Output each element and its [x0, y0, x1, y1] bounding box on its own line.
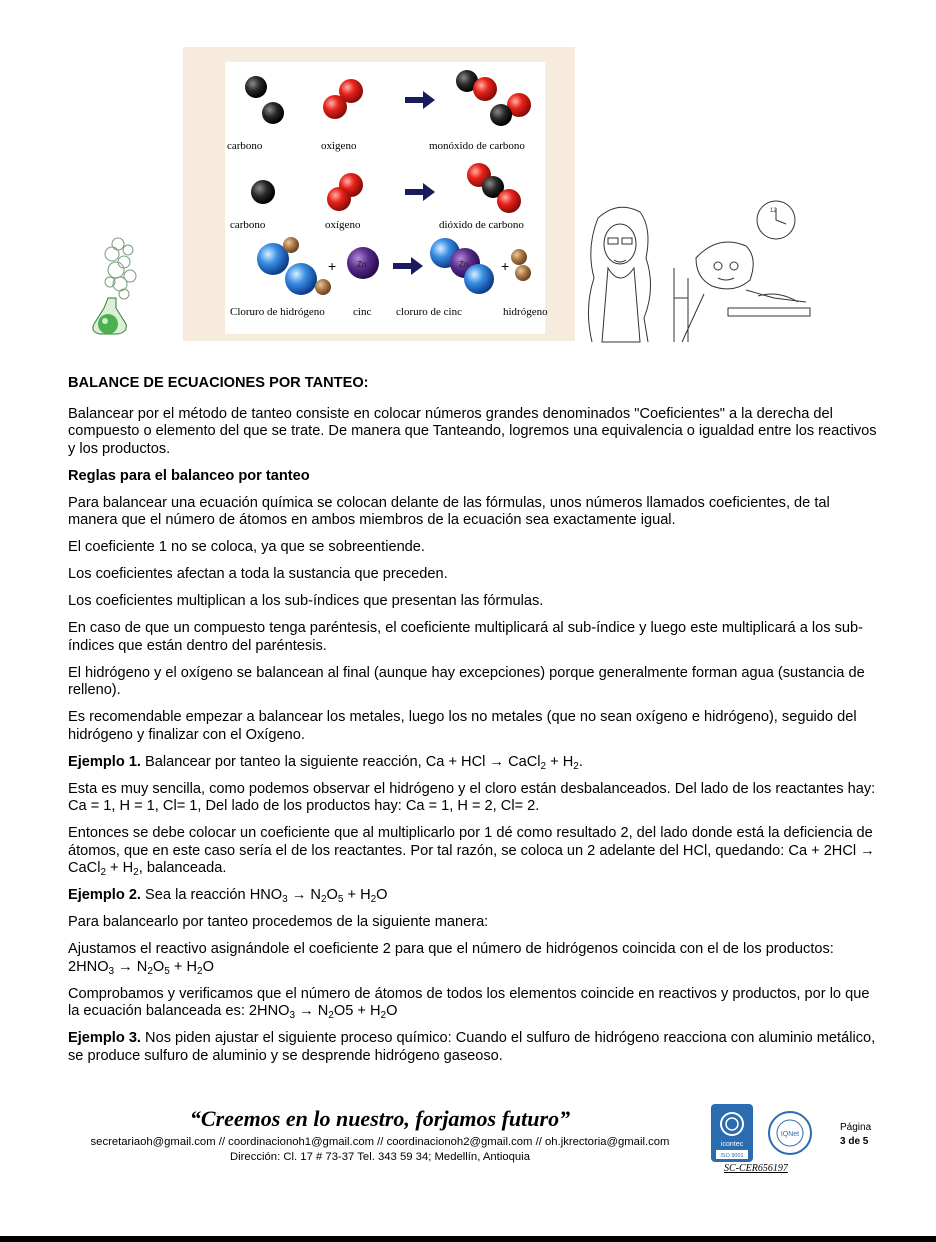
zinc-symbol: Zn: [357, 260, 367, 269]
example-text: + H: [106, 860, 134, 876]
bottom-border: [0, 1236, 936, 1242]
label-oxygen: oxigeno: [321, 140, 357, 152]
document-body: [68, 375, 880, 1075]
zinc-symbol: Zn: [459, 260, 469, 269]
example-3-statement: [68, 1030, 880, 1065]
carbon-atom: [262, 102, 284, 124]
example-text: .: [578, 753, 583, 770]
footer-motto: “Creemos en lo nuestro, forjamos futuro”: [189, 1106, 571, 1131]
example-text: Balancear por tanteo la siguiente reacción, Ca + HCl → CaCl: [141, 753, 541, 770]
label-carbon-monoxide: monóxido de carbono: [429, 140, 525, 152]
example-text: , balanceada.: [138, 860, 227, 876]
hydrogen-atom: [515, 265, 531, 281]
hydrogen-atom: [315, 279, 331, 295]
certificate-code: SC-CER656197: [724, 1163, 788, 1174]
page-number: 3 de 5: [840, 1136, 869, 1147]
oxygen-atom: [497, 189, 521, 213]
example-1-statement: [68, 754, 880, 772]
section-heading: BALANCE DE ECUACIONES POR TANTEO:: [68, 375, 369, 391]
example-2-method: Para balancearlo por tanteo procedemos de la siguiente manera:: [68, 914, 489, 930]
subscript: 2: [328, 1010, 334, 1021]
example-text: O: [152, 958, 165, 975]
label-carbon: carbono: [227, 140, 263, 152]
intro-paragraph: Balancear por el método de tanteo consiste en colocar números grandes denominados "Coeficientes" a la derecha del compuesto o elemento del que se trate. De manera que Tanteando, logremos una equivalencia o igualdad entre los reactivos y los productos.: [68, 405, 877, 457]
label-oxygen: oxígeno: [325, 219, 361, 231]
iqnet-text: IQNet: [780, 1131, 800, 1138]
subscript: 2: [147, 965, 153, 977]
rule-paragraph: El hidrógeno y el oxígeno se balancean al final (aunque hay excepciones) porque generalmente forman agua (sustancia de relleno).: [68, 664, 865, 698]
hydrogen-atom: [283, 237, 299, 253]
footer-emails: secretariaoh@gmail.com // coordinacionoh1@gmail.com // coordinacionoh2@gmail.com // oh.jkrectoria@gmail.com: [90, 1136, 670, 1148]
students-studying-illustration: [578, 198, 818, 344]
example-text: → N: [114, 958, 148, 975]
example-text: O: [326, 887, 338, 903]
example-2-verification: [68, 986, 880, 1021]
subscript: 3: [108, 965, 115, 977]
oxygen-atom: [327, 187, 351, 211]
rule-paragraph: Los coeficientes multiplican a los sub-índices que presentan las fórmulas.: [68, 593, 544, 609]
footer-address: Dirección: Cl. 17 # 73-37 Tel. 343 59 34; Medellín, Antioquia: [230, 1151, 530, 1163]
chlorine-atom: [464, 264, 494, 294]
example-text: O: [202, 958, 214, 975]
example-text: + H: [169, 958, 198, 975]
label-carbon: carbono: [230, 219, 266, 231]
iso-text: ISO 9001: [720, 1153, 744, 1159]
rule-paragraph: Es recomendable empezar a balancear los metales, luego los no metales (que no sean oxígeno e hidrógeno), seguido del hidrógeno y finalizar con el Oxígeno.: [68, 709, 857, 743]
example-label: Ejemplo 3.: [68, 1030, 141, 1046]
plus-sign: +: [501, 258, 510, 274]
example-text: → N: [287, 887, 321, 903]
icontec-text: icontec: [720, 1141, 744, 1148]
rule-paragraph: Para balancear una ecuación química se colocan delante de las fórmulas, unos números llamados coeficientes, de tal manera que el número de átomos en ambos miembros de la ecuación sea exactamente igual.: [68, 494, 830, 528]
subscript: 3: [282, 894, 288, 905]
rule-paragraph: Los coeficientes afectan a toda la sustancia que preceden.: [68, 566, 448, 582]
chlorine-atom: [285, 263, 317, 295]
example-label: Ejemplo 1.: [68, 753, 141, 770]
subscript: 2: [573, 760, 579, 772]
example-2-statement: [68, 887, 880, 905]
subscript: 3: [289, 1010, 296, 1021]
subscript: 2: [100, 867, 106, 878]
rules-heading: Reglas para el balanceo por tanteo: [68, 467, 310, 484]
example-text: O: [376, 887, 388, 903]
rule-paragraph: El coeficiente 1 no se coloca, ya que se sobreentiende.: [68, 539, 425, 555]
clock-number: 12: [770, 208, 777, 214]
carbon-atom: [251, 180, 275, 204]
oxygen-atom: [323, 95, 347, 119]
example-1-solution: [68, 825, 880, 878]
reaction-arrow: [393, 257, 423, 275]
example-label: Ejemplo 2.: [68, 887, 141, 903]
carbon-atom: [490, 104, 512, 126]
icontec-logo: [711, 1104, 753, 1162]
example-text: → N: [295, 1003, 329, 1019]
reaction-arrow: [405, 91, 435, 109]
rule-paragraph: En caso de que un compuesto tenga paréntesis, el coeficiente multiplicará al sub-índice y luego este multiplicará a los sub-índices que están dentro del paréntesis.: [68, 620, 863, 654]
oxygen-atom: [473, 77, 497, 101]
example-2-step: [68, 941, 880, 976]
hydrogen-atom: [511, 249, 527, 265]
example-text: Entonces se debe colocar un coeficiente que al multiplicarlo por 1 dé como resultado 2, del lado donde está la deficiencia de átomos, que en este caso sería el de los reactantes. Por tal razón, se coloca un 2 adelante del HCl, quedando: Ca + 2HCl → CaCl: [68, 825, 875, 876]
molecules-diagram: [183, 47, 575, 341]
carbon-atom: [245, 76, 267, 98]
example-text: Nos piden ajustar el siguiente proceso químico: Cuando el sulfuro de hidrógeno reacciona con aluminio metálico, se produce sulfuro de aluminio y se desprende hidrógeno gaseoso.: [68, 1030, 876, 1064]
subscript: 5: [164, 965, 170, 977]
subscript: 2: [370, 894, 377, 905]
example-text: O: [386, 1003, 398, 1019]
molecules-figure: [183, 47, 575, 341]
label-hydrogen-chloride: Cloruro de hidrógeno: [230, 306, 325, 318]
page-indicator: [840, 1121, 871, 1149]
label-carbon-dioxide: dióxido de carbono: [439, 219, 524, 231]
subscript: 2: [133, 867, 139, 878]
label-zinc: cinc: [353, 306, 372, 318]
iqnet-logo: [767, 1110, 813, 1156]
example-text: Sea la reacción HNO: [141, 887, 283, 903]
label-zinc-chloride: cloruro de cinc: [396, 306, 462, 318]
subscript: 2: [540, 760, 547, 772]
example-1-explanation: Esta es muy sencilla, como podemos observar el hidrógeno y el cloro están desbalanceados. Del lado de los reactantes hay: Ca = 1, H = 1, Cl= 1, Del lado de los productos hay: Ca = 1, H = 2, Cl= 2.: [68, 780, 876, 814]
plus-sign: +: [328, 258, 337, 274]
subscript: 2: [197, 965, 203, 977]
chemistry-flask-illustration: [78, 232, 148, 338]
label-hydrogen: hidrógeno: [503, 306, 548, 318]
example-text: Comprobamos y verificamos que el número de átomos de todos los elementos coincide en reactivos y productos, por lo que la ecuación balanceada es: 2HNO: [68, 985, 870, 1019]
subscript: 2: [320, 894, 327, 905]
reaction-arrow: [405, 183, 435, 201]
subscript: 5: [337, 894, 344, 905]
example-text: + H: [546, 753, 574, 770]
example-text: O5 + H: [333, 1003, 381, 1019]
example-text: + H: [343, 887, 371, 903]
example-text: Ajustamos el reactivo asignándole el coeficiente 2 para que el número de hidrógenos coincida con el de los productos: 2HNO: [68, 941, 834, 975]
subscript: 2: [380, 1010, 387, 1021]
page-word: Página: [840, 1122, 872, 1133]
